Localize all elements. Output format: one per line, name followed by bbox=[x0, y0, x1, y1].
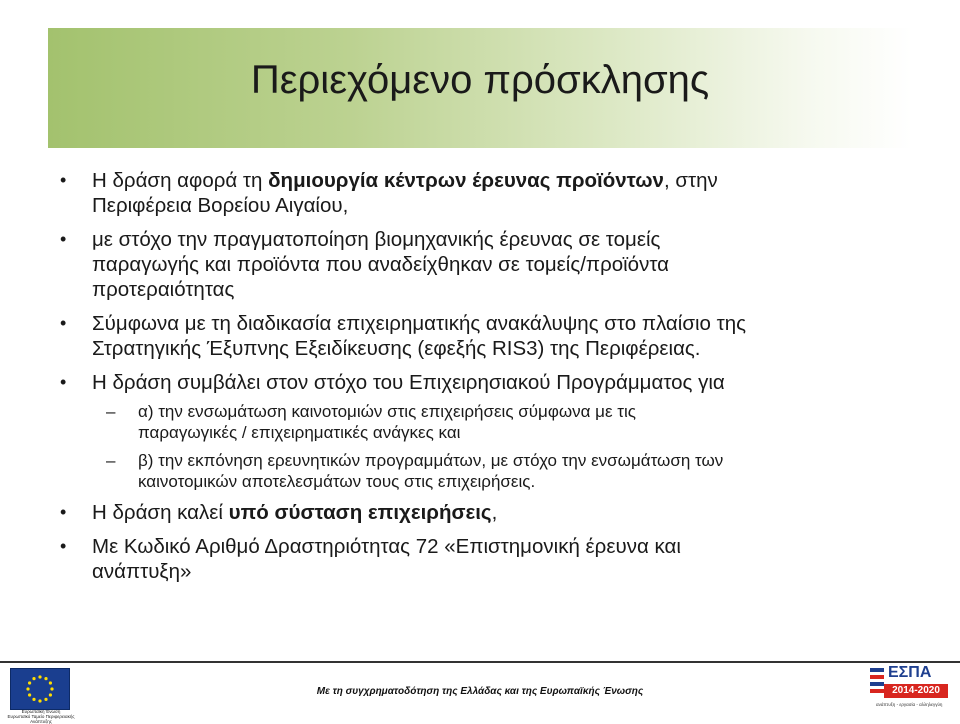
bullet-icon: • bbox=[60, 229, 67, 249]
dash-icon: – bbox=[106, 402, 116, 421]
espa-brand-text: ΕΣΠΑ bbox=[888, 664, 932, 681]
espa-tagline: ανάπτυξη - εργασία - αλληλεγγύη bbox=[876, 702, 943, 707]
bullet-text: Η δράση καλεί bbox=[92, 501, 229, 524]
sub-bullet-text: β) την εκπόνηση ερευνητικών προγραμμάτων, με στόχο την ενσωμάτωση των bbox=[138, 451, 724, 470]
bullet-text: Περιφέρεια Βορείου Αιγαίου, bbox=[92, 194, 349, 217]
bullet-text: Η δράση αφορά τη bbox=[92, 169, 269, 192]
cofunding-text: Με τη συγχρηματοδότηση της Ελλάδας και της Ευρωπαϊκής Ένωσης bbox=[316, 686, 644, 697]
title-band bbox=[48, 28, 912, 148]
bullet-item-1 bbox=[60, 168, 920, 218]
bullet-icon: • bbox=[60, 313, 67, 333]
bullet-text: παραγωγής και προϊόντα που αναδείχθηκαν σε τομείς/προϊόντα bbox=[92, 253, 669, 276]
sub-bullet-item-b bbox=[60, 450, 920, 492]
espa-logo bbox=[868, 664, 952, 716]
sub-bullet-item-a bbox=[60, 401, 920, 443]
bullet-item-4 bbox=[60, 370, 920, 395]
bullet-bold-text: υπό σύσταση επιχειρήσεις bbox=[228, 501, 492, 524]
slide-title: Περιεχόμενο πρόσκλησης bbox=[250, 58, 710, 102]
bullet-bold-text: δημιουργία κέντρων έρευνας προϊόντων bbox=[268, 169, 664, 192]
sub-bullet-text: παραγωγικές / επιχειρηματικές ανάγκες και bbox=[138, 423, 461, 442]
eu-caption-line: Ευρωπαϊκή Ένωση bbox=[21, 709, 61, 714]
bullet-icon: • bbox=[60, 170, 67, 190]
bullet-icon: • bbox=[60, 372, 67, 392]
bullet-item-2 bbox=[60, 227, 920, 302]
bullet-text: , bbox=[491, 501, 498, 524]
sub-bullet-list bbox=[60, 401, 920, 492]
bullet-icon: • bbox=[60, 502, 67, 522]
eu-caption-line: Ευρωπαϊκό Ταμείο Περιφερειακής Ανάπτυξης bbox=[7, 714, 75, 724]
eu-caption bbox=[6, 709, 76, 724]
footer-divider bbox=[0, 661, 960, 663]
espa-years-badge: 2014-2020 bbox=[884, 684, 948, 698]
bullet-list bbox=[60, 168, 920, 593]
bullet-text: ανάπτυξη» bbox=[92, 560, 192, 583]
sub-bullet-text: α) την ενσωμάτωση καινοτομιών στις επιχειρήσεις σύμφωνα με τις bbox=[138, 402, 636, 421]
bullet-text: με στόχο την πραγματοποίηση βιομηχανικής έρευνας σε τομείς bbox=[92, 228, 661, 251]
bullet-item-3 bbox=[60, 311, 920, 361]
bullet-text: Σύμφωνα με τη διαδικασία επιχειρηματικής ανακάλυψης στο πλαίσιο της bbox=[92, 312, 747, 335]
bullet-text: προτεραιότητας bbox=[92, 278, 235, 301]
dash-icon: – bbox=[106, 451, 116, 470]
bullet-item-5 bbox=[60, 500, 920, 525]
bullet-text: Η δράση συμβάλει στον στόχο του Επιχειρησιακού Προγράμματος για bbox=[92, 371, 725, 394]
bullet-icon: • bbox=[60, 536, 67, 556]
bullet-item-6 bbox=[60, 534, 920, 584]
bullet-text: Στρατηγικής Έξυπνης Εξειδίκευσης (εφεξής RIS3) της Περιφέρειας. bbox=[92, 337, 701, 360]
bullet-text: Με Κωδικό Αριθμό Δραστηριότητας 72 «Επιστημονική έρευνα και bbox=[92, 535, 681, 558]
sub-bullet-text: καινοτομικών αποτελεσμάτων τους στις επιχειρήσεις. bbox=[138, 472, 536, 491]
bullet-text: , στην bbox=[663, 169, 718, 192]
